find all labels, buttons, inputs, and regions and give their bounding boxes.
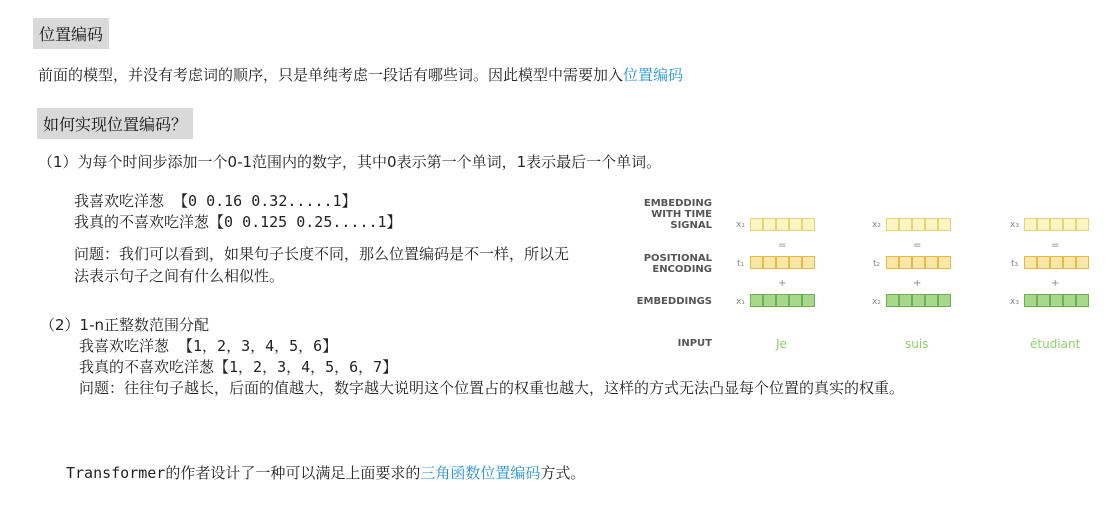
vector-cell [1037,218,1050,231]
embedding-vector-1 [750,294,815,307]
vector-cell [1024,218,1037,231]
intro-paragraph [38,64,683,85]
vector-cell [938,218,951,231]
method2-problem: 问题：往往句子越长，后面的值越大，数字越大说明这个位置占的权重也越大，这样的方式无法凸显每个位置的真实的权重。 [79,379,905,397]
vector-cell [750,218,763,231]
vector-cell [912,256,925,269]
trig-positional-encoding-link[interactable]: 三角函数位置编码 [420,464,541,482]
plus-sign: + [1051,278,1060,289]
method1-problem-line2: 法表示句子之间有什么相似性。 [74,267,285,285]
vector-cell [899,218,912,231]
vector-cell [789,218,802,231]
vector-cell [1076,218,1089,231]
label-embeddings [622,296,712,307]
equals-sign: = [1051,240,1060,251]
signal-vector-2 [886,218,951,231]
vector-cell [750,294,763,307]
label-input [622,338,712,349]
vector-cell [789,256,802,269]
input-word-1: Je [776,337,787,351]
positional-vector-1 [750,256,815,269]
label-embedding-with-time-signal [622,198,712,231]
plus-sign: + [913,278,922,289]
signal-vector-3 [1024,218,1089,231]
vector-cell [763,294,776,307]
vector-cell [1024,256,1037,269]
label-line: WITH TIME [651,209,712,220]
label-line: EMBEDDING [643,198,712,209]
positional-vector-2 [886,256,951,269]
signal-vector-1 [750,218,815,231]
label-line: POSITIONAL [643,253,712,264]
method1-problem-line1: 问题：我们可以看到，如果句子长度不同，那么位置编码是不一样，所以无 [74,245,570,263]
vector-cell [925,218,938,231]
section-heading-how-to-implement: 如何实现位置编码？ [37,108,193,139]
vector-cell [938,256,951,269]
t3-label: t₃ [1011,259,1019,269]
vector-cell [925,256,938,269]
vector-cell [1024,294,1037,307]
positional-vector-3 [1024,256,1089,269]
transformer-term: Transformer [66,464,166,482]
vector-cell [1050,256,1063,269]
label-line: INPUT [677,338,712,349]
input-word-2: suis [905,337,929,351]
vector-cell [763,218,776,231]
vector-cell [802,294,815,307]
x3-embedding-label: x₃ [1010,297,1019,307]
footer-paragraph [66,462,585,483]
vector-cell [938,294,951,307]
vector-cell [763,256,776,269]
vector-cell [1037,256,1050,269]
footer-suffix: 方式。 [540,464,586,482]
x1-embedding-label: x₁ [736,297,745,307]
t1-label: t₁ [737,259,745,269]
vector-cell [899,256,912,269]
vector-cell [802,256,815,269]
label-line: ENCODING [652,264,712,275]
intro-text: 前面的模型，并没有考虑词的顺序，只是单纯考虑一段话有哪些词。因此模型中需要加入 [38,66,624,84]
x2-embedding-label: x₂ [872,297,881,307]
vector-cell [802,218,815,231]
vector-cell [750,256,763,269]
method1-title: （1）为每个时间步添加一个0-1范围内的数字，其中0表示第一个单词，1表示最后一个单词。 [38,153,662,171]
section-heading-positional-encoding: 位置编码 [33,18,109,49]
t2-label: t₂ [873,259,881,269]
positional-encoding-link[interactable]: 位置编码 [623,66,684,84]
vector-cell [1050,218,1063,231]
equals-sign: = [913,240,922,251]
vector-cell [925,294,938,307]
plus-sign: + [778,278,787,289]
vector-cell [912,218,925,231]
x2-signal-label: x₂ [872,220,881,230]
x1-signal-label: x₁ [736,220,745,230]
vector-cell [776,256,789,269]
vector-cell [1037,294,1050,307]
method1-example1: 我喜欢吃洋葱 【0 0.16 0.32.....1】 [74,192,357,210]
method1-example2: 我真的不喜欢吃洋葱【0 0.125 0.25.....1】 [74,213,402,231]
vector-cell [1063,294,1076,307]
vector-cell [1063,256,1076,269]
method2-example2: 我真的不喜欢吃洋葱【1，2，3，4，5，6，7】 [79,358,398,376]
vector-cell [912,294,925,307]
label-positional-encoding [622,253,712,275]
label-line: SIGNAL [670,220,712,231]
equals-sign: = [778,240,787,251]
vector-cell [886,218,899,231]
input-word-3: étudiant [1030,337,1081,351]
vector-cell [1076,294,1089,307]
method2-example1: 我喜欢吃洋葱 【1，2，3，4，5，6】 [79,337,338,355]
label-line: EMBEDDINGS [636,296,712,307]
vector-cell [1063,218,1076,231]
x3-signal-label: x₃ [1010,220,1019,230]
vector-cell [776,294,789,307]
vector-cell [776,218,789,231]
method2-title: （2）1-n正整数范围分配 [40,316,210,334]
vector-cell [1050,294,1063,307]
footer-text: 的作者设计了一种可以满足上面要求的 [165,464,421,482]
embedding-vector-3 [1024,294,1089,307]
vector-cell [1076,256,1089,269]
vector-cell [886,256,899,269]
embedding-vector-2 [886,294,951,307]
vector-cell [789,294,802,307]
vector-cell [899,294,912,307]
vector-cell [886,294,899,307]
